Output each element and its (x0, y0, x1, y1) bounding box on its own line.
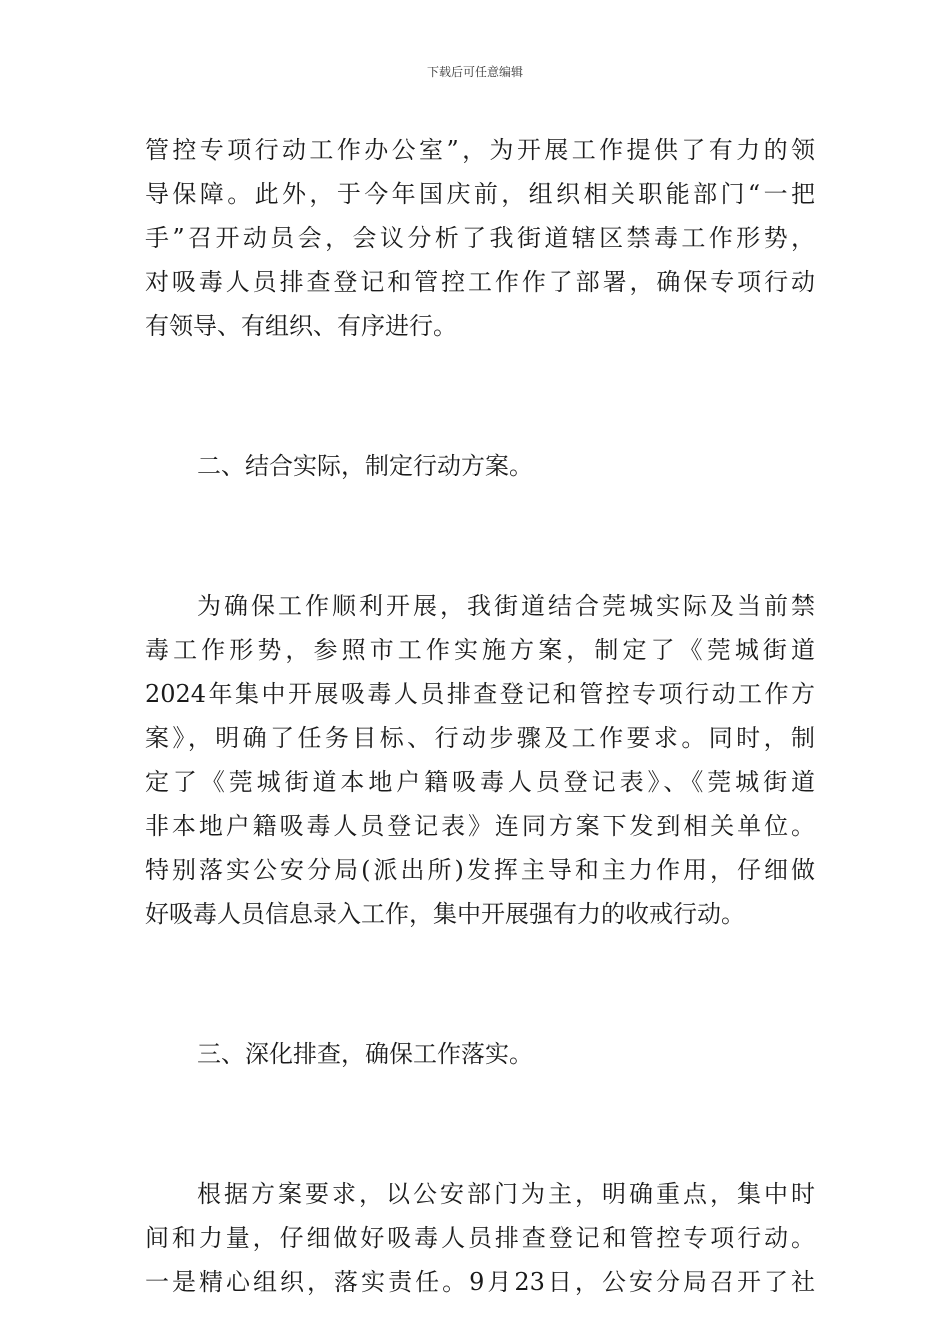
spacer (145, 348, 815, 444)
text-line: 2024年集中开展吸毒人员排查登记和管控专项行动工作方 (145, 680, 815, 708)
spacer (145, 936, 815, 1032)
text-line: 有领导、有组织、有序进行。 (145, 312, 457, 340)
paragraph-1 (145, 128, 815, 348)
text-line: 手”召开动员会，会议分析了我街道辖区禁毒工作形势， (145, 224, 815, 252)
text-line: 根据方案要求，以公安部门为主，明确重点，集中时 (197, 1180, 815, 1208)
text-line: 间和力量，仔细做好吸毒人员排查登记和管控专项行动。 (145, 1224, 815, 1252)
text-line: 好吸毒人员信息录入工作，集中开展强有力的收戒行动。 (145, 900, 745, 928)
spacer (145, 488, 815, 584)
page-header-note: 下载后可任意编辑 (426, 65, 523, 79)
text-line: 管控专项行动工作办公室”，为开展工作提供了有力的领 (145, 136, 815, 164)
text-line: 毒工作形势，参照市工作实施方案，制定了《莞城街道 (145, 636, 815, 664)
text-line: 定了《莞城街道本地户籍吸毒人员登记表》、《莞城街道 (145, 768, 815, 796)
text-line: 特别落实公安分局(派出所)发挥主导和主力作用，仔细做 (145, 856, 815, 884)
document-body (145, 128, 815, 1304)
text-line: 一是精心组织，落实责任。9月23日，公安分局召开了社 (145, 1268, 815, 1296)
text-line: 案》，明确了任务目标、行动步骤及工作要求。同时，制 (145, 724, 815, 752)
spacer (145, 1076, 815, 1172)
paragraph-3 (145, 1172, 815, 1304)
text-line: 导保障。此外，于今年国庆前，组织相关职能部门“一把 (145, 180, 815, 208)
text-line: 对吸毒人员排查登记和管控工作作了部署，确保专项行动 (145, 268, 815, 296)
section-heading-3 (145, 1032, 815, 1076)
paragraph-2 (145, 584, 815, 936)
section-heading-2 (145, 444, 815, 488)
text-line: 非本地户籍吸毒人员登记表》连同方案下发到相关单位。 (145, 812, 815, 840)
heading-text: 三、深化排查，确保工作落实。 (197, 1040, 533, 1068)
text-line: 为确保工作顺利开展，我街道结合莞城实际及当前禁 (197, 592, 815, 620)
heading-text: 二、结合实际，制定行动方案。 (197, 452, 533, 480)
